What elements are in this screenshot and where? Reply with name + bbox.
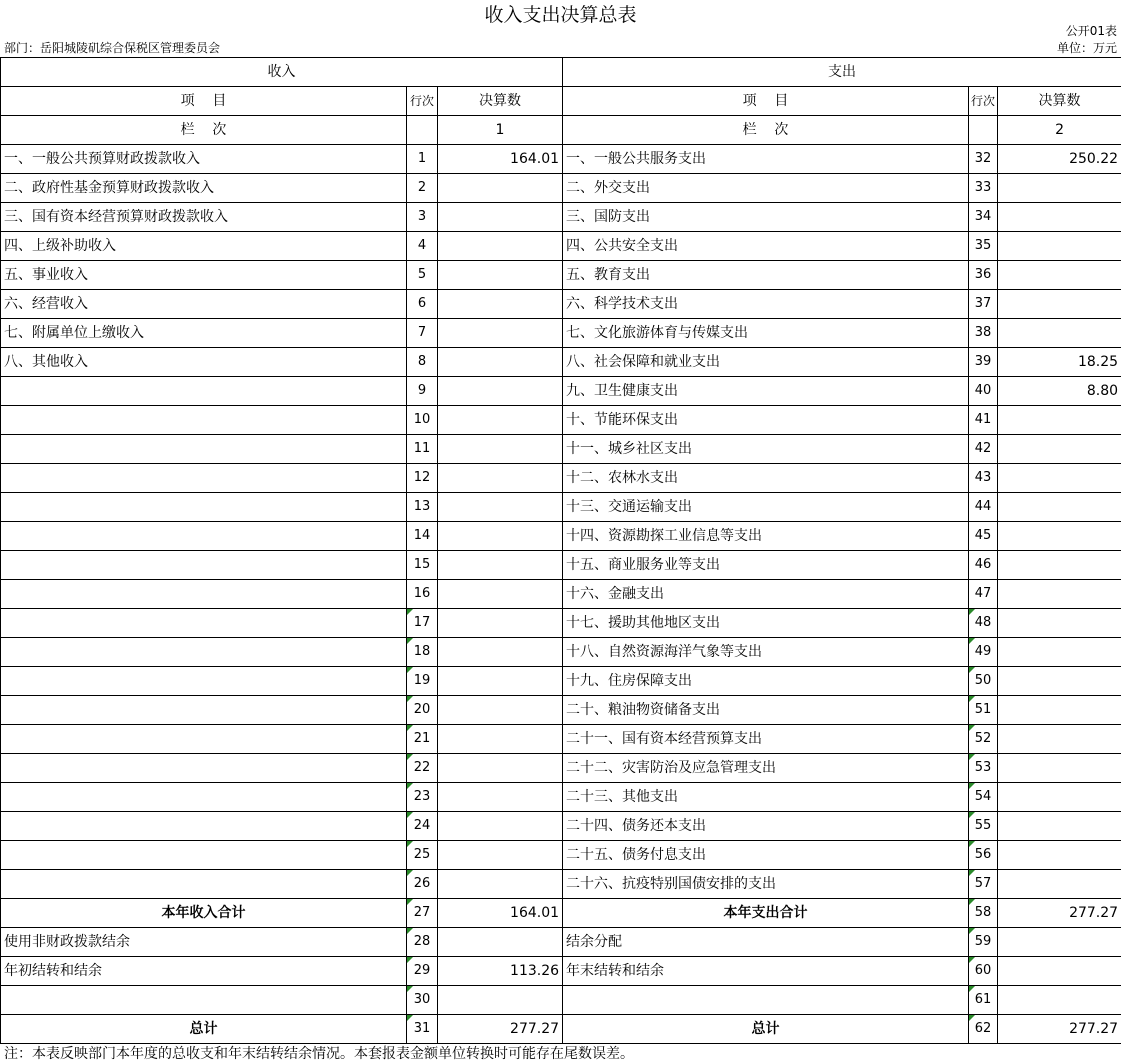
expense-amount-cell [998,957,1121,986]
expense-line-cell: 45 [969,522,998,551]
expense-column-blank [969,116,998,145]
expense-line-cell: 55 [969,812,998,841]
table-row [1,348,1121,377]
expense-amount-cell [998,638,1121,667]
expense-item-cell: 二十四、债务还本支出 [563,812,969,841]
income-line-cell: 10 [407,406,438,435]
expense-line-cell: 57 [969,870,998,899]
income-line-cell: 17 [407,609,438,638]
expense-amount-cell [998,522,1121,551]
income-amount-cell: 164.01 [438,899,563,928]
expense-amount-cell: 8.80 [998,377,1121,406]
expense-section-header: 支出 [563,58,1121,87]
expense-item-cell: 二十、粮油物资储备支出 [563,696,969,725]
income-line-cell: 14 [407,522,438,551]
income-item-cell [1,870,407,899]
income-amount-cell [438,551,563,580]
expense-item-cell: 五、教育支出 [563,261,969,290]
income-item-cell [1,551,407,580]
income-line-header: 行次 [407,87,438,116]
income-column-label: 栏 次 [1,116,407,145]
income-line-cell: 12 [407,464,438,493]
expense-line-cell: 33 [969,174,998,203]
table-row [1,145,1121,174]
expense-amount-cell [998,493,1121,522]
income-item-cell [1,435,407,464]
income-amount-cell [438,377,563,406]
expense-line-cell: 48 [969,609,998,638]
report-title: 收入支出决算总表 [484,4,637,26]
expense-line-cell: 49 [969,638,998,667]
income-item-cell: 本年收入合计 [1,899,407,928]
expense-item-cell: 四、公共安全支出 [563,232,969,261]
income-item-cell [1,580,407,609]
expense-line-cell: 38 [969,319,998,348]
expense-item-cell: 十七、援助其他地区支出 [563,609,969,638]
income-line-cell: 29 [407,957,438,986]
income-item-cell [1,725,407,754]
table-row [1,609,1121,638]
income-amount-cell [438,783,563,812]
income-item-cell [1,696,407,725]
expense-amount-cell [998,609,1121,638]
expense-item-cell: 二十三、其他支出 [563,783,969,812]
expense-line-cell: 36 [969,261,998,290]
expense-amount-cell [998,290,1121,319]
expense-item-cell: 十四、资源勘探工业信息等支出 [563,522,969,551]
department-label: 部门：岳阳城陵矶综合保税区管理委员会 [4,41,221,55]
expense-line-header: 行次 [969,87,998,116]
expense-line-cell: 41 [969,406,998,435]
income-amount-cell: 164.01 [438,145,563,174]
income-item-cell [1,377,407,406]
expense-amount-cell [998,928,1121,957]
income-amount-header: 决算数 [438,87,563,116]
income-amount-cell [438,725,563,754]
income-amount-cell [438,232,563,261]
expense-item-cell: 二十六、抗疫特别国债安排的支出 [563,870,969,899]
income-item-cell [1,609,407,638]
expense-item-cell: 三、国防支出 [563,203,969,232]
expense-amount-header: 决算数 [998,87,1121,116]
income-line-cell: 15 [407,551,438,580]
income-line-cell: 24 [407,812,438,841]
income-amount-cell [438,348,563,377]
income-amount-cell [438,319,563,348]
income-item-cell [1,406,407,435]
expense-item-cell [563,986,969,1015]
income-amount-cell [438,696,563,725]
income-item-cell: 五、事业收入 [1,261,407,290]
expense-line-cell: 54 [969,783,998,812]
footnote: 注：本表反映部门本年度的总收支和年末结转结余情况。本套报表金额单位转换时可能存在尾数误差。 [4,1046,634,1062]
table-row [1,580,1121,609]
table-row [1,319,1121,348]
income-line-cell: 21 [407,725,438,754]
income-item-cell [1,783,407,812]
expense-line-cell: 37 [969,290,998,319]
expense-amount-cell [998,696,1121,725]
expense-amount-cell [998,841,1121,870]
income-line-cell: 6 [407,290,438,319]
expense-item-cell: 十九、住房保障支出 [563,667,969,696]
income-section-header: 收入 [1,58,563,87]
income-line-cell: 5 [407,261,438,290]
income-item-cell [1,754,407,783]
income-item-cell: 一、一般公共预算财政拨款收入 [1,145,407,174]
income-amount-cell [438,435,563,464]
expense-item-cell: 八、社会保障和就业支出 [563,348,969,377]
expense-line-cell: 60 [969,957,998,986]
expense-line-cell: 58 [969,899,998,928]
income-amount-cell [438,609,563,638]
expense-amount-cell [998,580,1121,609]
expense-line-cell: 43 [969,464,998,493]
income-column-number: 1 [438,116,563,145]
expense-item-cell: 总计 [563,1015,969,1044]
income-line-cell: 4 [407,232,438,261]
expense-item-cell: 本年支出合计 [563,899,969,928]
expense-item-cell: 十六、金融支出 [563,580,969,609]
income-item-cell: 八、其他收入 [1,348,407,377]
form-number: 公开01表 [1065,24,1117,38]
income-item-cell [1,986,407,1015]
expense-amount-cell [998,435,1121,464]
expense-amount-cell [998,783,1121,812]
income-line-cell: 7 [407,319,438,348]
table-row [1,870,1121,899]
income-amount-cell [438,812,563,841]
income-line-cell: 26 [407,870,438,899]
income-line-cell: 23 [407,783,438,812]
expense-item-cell: 十八、自然资源海洋气象等支出 [563,638,969,667]
income-item-cell [1,464,407,493]
income-item-cell [1,522,407,551]
income-amount-cell [438,174,563,203]
income-line-cell: 30 [407,986,438,1015]
income-item-cell [1,638,407,667]
expense-amount-cell [998,812,1121,841]
expense-item-cell: 结余分配 [563,928,969,957]
expense-amount-cell [998,319,1121,348]
expense-item-cell: 七、文化旅游体育与传媒支出 [563,319,969,348]
expense-amount-cell: 18.25 [998,348,1121,377]
expense-line-cell: 44 [969,493,998,522]
expense-amount-cell [998,754,1121,783]
expense-amount-cell [998,464,1121,493]
expense-line-cell: 42 [969,435,998,464]
expense-amount-cell: 277.27 [998,1015,1121,1044]
table-row [1,725,1121,754]
income-amount-cell [438,667,563,696]
expense-item-cell: 二十五、债务付息支出 [563,841,969,870]
table-row [1,667,1121,696]
expense-line-cell: 47 [969,580,998,609]
income-item-cell: 年初结转和结余 [1,957,407,986]
income-amount-cell [438,754,563,783]
income-line-cell: 11 [407,435,438,464]
expense-amount-cell [998,203,1121,232]
income-line-cell: 16 [407,580,438,609]
income-line-cell: 9 [407,377,438,406]
income-amount-cell [438,580,563,609]
table-row [1,957,1121,986]
income-amount-cell [438,638,563,667]
income-line-cell: 2 [407,174,438,203]
income-amount-cell [438,986,563,1015]
unit-label: 单位：万元 [1056,41,1117,55]
table-row [1,406,1121,435]
expense-amount-cell [998,406,1121,435]
income-line-cell: 18 [407,638,438,667]
expense-amount-cell [998,232,1121,261]
expense-item-cell: 十一、城乡社区支出 [563,435,969,464]
column-header-row [1,87,1121,116]
table-row [1,928,1121,957]
expense-line-cell: 50 [969,667,998,696]
income-item-cell: 二、政府性基金预算财政拨款收入 [1,174,407,203]
table-row [1,638,1121,667]
income-amount-cell [438,841,563,870]
income-column-blank [407,116,438,145]
income-item-header: 项 目 [1,87,407,116]
expense-amount-cell [998,174,1121,203]
income-line-cell: 28 [407,928,438,957]
table-row [1,464,1121,493]
expense-amount-cell [998,986,1121,1015]
expense-line-cell: 56 [969,841,998,870]
table-row [1,812,1121,841]
expense-item-cell: 十五、商业服务业等支出 [563,551,969,580]
table-row [1,551,1121,580]
table-row [1,261,1121,290]
expense-item-cell: 二十二、灾害防治及应急管理支出 [563,754,969,783]
income-amount-cell [438,493,563,522]
income-amount-cell: 277.27 [438,1015,563,1044]
expense-amount-cell [998,261,1121,290]
expense-amount-cell [998,667,1121,696]
income-line-cell: 19 [407,667,438,696]
expense-line-cell: 32 [969,145,998,174]
income-item-cell: 四、上级补助收入 [1,232,407,261]
expense-item-cell: 十二、农林水支出 [563,464,969,493]
income-amount-cell [438,203,563,232]
expense-item-cell: 九、卫生健康支出 [563,377,969,406]
income-line-cell: 8 [407,348,438,377]
expense-amount-cell: 250.22 [998,145,1121,174]
column-number-row [1,116,1121,145]
table-row [1,232,1121,261]
expense-amount-cell [998,870,1121,899]
expense-item-cell: 六、科学技术支出 [563,290,969,319]
income-amount-cell [438,464,563,493]
income-item-cell: 三、国有资本经营预算财政拨款收入 [1,203,407,232]
expense-line-cell: 51 [969,696,998,725]
table-row [1,986,1121,1015]
table-row [1,696,1121,725]
expense-item-header: 项 目 [563,87,969,116]
section-header-row [1,58,1121,87]
income-line-cell: 31 [407,1015,438,1044]
table-row [1,522,1121,551]
income-item-cell [1,812,407,841]
expense-line-cell: 35 [969,232,998,261]
expense-line-cell: 52 [969,725,998,754]
table-row [1,435,1121,464]
income-item-cell [1,841,407,870]
expense-amount-cell: 277.27 [998,899,1121,928]
table-row [1,493,1121,522]
income-item-cell: 使用非财政拨款结余 [1,928,407,957]
income-line-cell: 22 [407,754,438,783]
income-item-cell: 六、经营收入 [1,290,407,319]
expense-line-cell: 62 [969,1015,998,1044]
table-row [1,754,1121,783]
expense-amount-cell [998,725,1121,754]
income-amount-cell [438,406,563,435]
income-item-cell [1,493,407,522]
table-row [1,174,1121,203]
income-item-cell: 总计 [1,1015,407,1044]
income-line-cell: 1 [407,145,438,174]
expense-column-number: 2 [998,116,1121,145]
expense-line-cell: 59 [969,928,998,957]
expense-line-cell: 46 [969,551,998,580]
expense-item-cell: 二十一、国有资本经营预算支出 [563,725,969,754]
table-row [1,377,1121,406]
table-row [1,783,1121,812]
expense-item-cell: 十、节能环保支出 [563,406,969,435]
income-line-cell: 27 [407,899,438,928]
expense-line-cell: 53 [969,754,998,783]
expense-line-cell: 40 [969,377,998,406]
income-amount-cell: 113.26 [438,957,563,986]
table-row [1,899,1121,928]
income-line-cell: 3 [407,203,438,232]
income-amount-cell [438,870,563,899]
income-item-cell [1,667,407,696]
expense-line-cell: 61 [969,986,998,1015]
expense-item-cell: 二、外交支出 [563,174,969,203]
expense-item-cell: 一、一般公共服务支出 [563,145,969,174]
income-amount-cell [438,522,563,551]
expense-line-cell: 39 [969,348,998,377]
table-row [1,290,1121,319]
income-line-cell: 13 [407,493,438,522]
income-amount-cell [438,261,563,290]
expense-column-label: 栏 次 [563,116,969,145]
table-row [1,841,1121,870]
income-amount-cell [438,928,563,957]
income-amount-cell [438,290,563,319]
table-row [1,203,1121,232]
income-line-cell: 20 [407,696,438,725]
expense-item-cell: 年末结转和结余 [563,957,969,986]
expense-item-cell: 十三、交通运输支出 [563,493,969,522]
expense-amount-cell [998,551,1121,580]
expense-line-cell: 34 [969,203,998,232]
income-expense-table [0,57,1121,1044]
income-item-cell: 七、附属单位上缴收入 [1,319,407,348]
income-line-cell: 25 [407,841,438,870]
table-row [1,1015,1121,1044]
